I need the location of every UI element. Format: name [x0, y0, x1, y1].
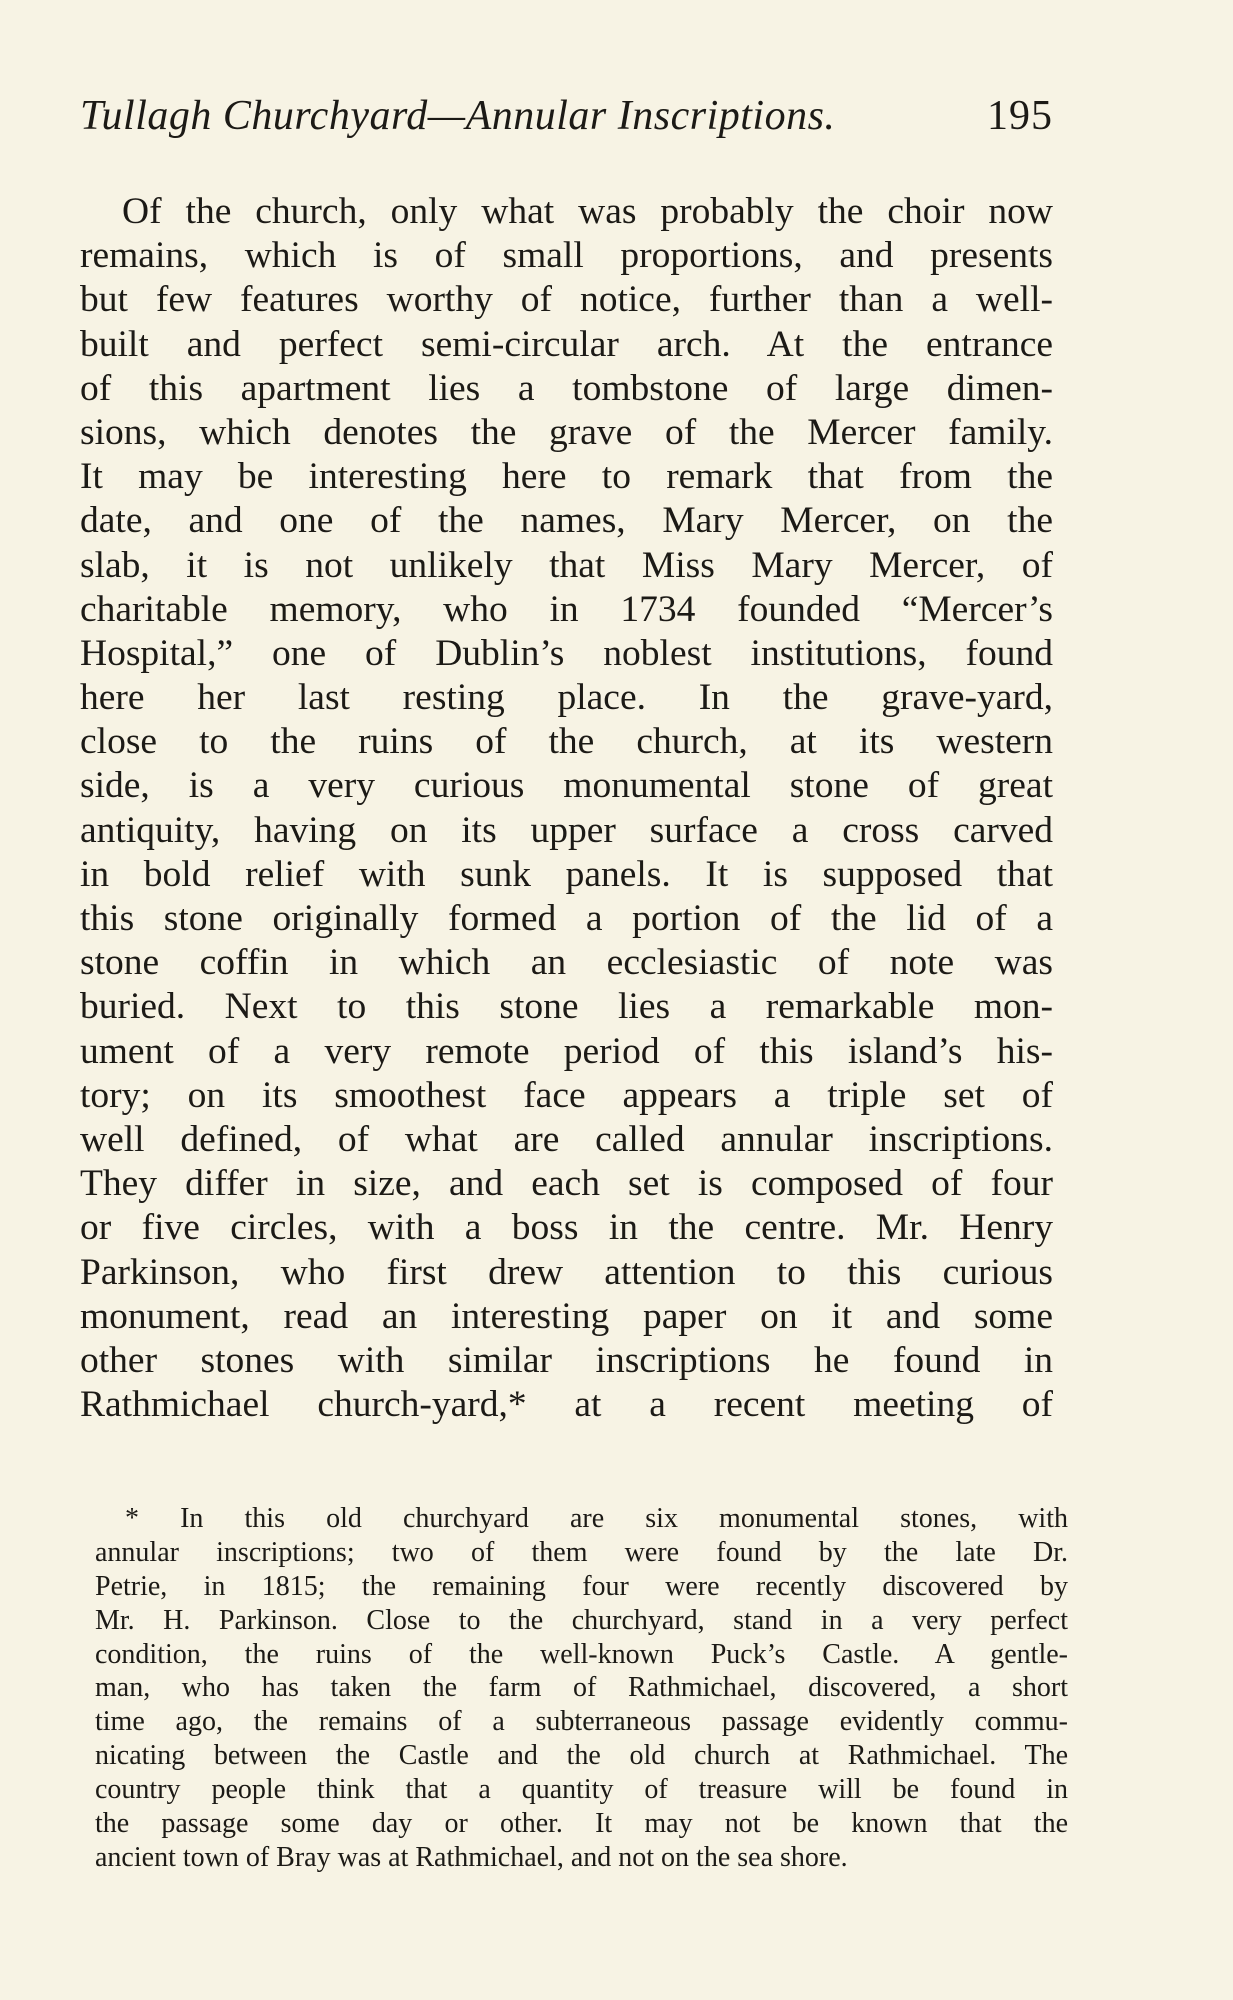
body-line: Hospital,” one of Dublin’s noblest institutions, found	[80, 632, 1053, 674]
footnote-line: country people think that a quantity of treasure will be found in	[95, 1774, 1068, 1806]
body-line: remains, which is of small proportions, and presents	[80, 235, 1053, 277]
body-line: monument, read an interesting paper on it and some	[80, 1295, 1053, 1337]
running-head	[80, 92, 1053, 152]
footnote-line: man, who has taken the farm of Rathmichael, discovered, a short	[95, 1672, 1068, 1704]
body-line: of this apartment lies a tombstone of large dimen-	[80, 367, 1053, 409]
footnote-line: ancient town of Bray was at Rathmichael, and not on the sea shore.	[95, 1841, 848, 1873]
footnote-line: * In this old churchyard are six monumental stones, with	[125, 1503, 1068, 1534]
body-line: Of the church, only what was probably the choir now	[122, 191, 1053, 232]
body-line: but few features worthy of notice, further than a well-	[80, 279, 1053, 321]
body-line: charitable memory, who in 1734 founded “Mercer’s	[80, 588, 1053, 630]
footnote-line: annular inscriptions; two of them were found by the late Dr.	[95, 1536, 1068, 1568]
footnote-line: condition, the ruins of the well-known Puck’s Castle. A gentle-	[95, 1638, 1068, 1670]
body-line: close to the ruins of the church, at its western	[80, 721, 1053, 763]
footnote-line: time ago, the remains of a subterraneous passage evidently commu-	[95, 1706, 1068, 1738]
footnote-line: the passage some day or other. It may not be known that the	[95, 1808, 1068, 1840]
footnote-line: Mr. H. Parkinson. Close to the churchyard, stand in a very perfect	[95, 1604, 1068, 1636]
footnote-line: Petrie, in 1815; the remaining four were recently discovered by	[95, 1570, 1068, 1602]
body-paragraph	[80, 190, 1053, 1427]
footnote	[95, 1502, 1068, 1875]
body-line: in bold relief with sunk panels. It is supposed that	[80, 853, 1053, 895]
body-line: buried. Next to this stone lies a remarkable mon-	[80, 986, 1053, 1028]
body-line: They differ in size, and each set is composed of four	[80, 1163, 1053, 1205]
running-title: Tullagh Churchyard—Annular Inscriptions.	[80, 93, 836, 139]
body-line: this stone originally formed a portion of the lid of a	[80, 898, 1053, 939]
body-line: here her last resting place. In the grave-yard,	[80, 677, 1053, 719]
body-line: antiquity, having on its upper surface a cross carved	[80, 809, 1053, 851]
page-number: 195	[987, 93, 1053, 139]
body-line: Parkinson, who first drew attention to this curious	[80, 1251, 1053, 1293]
body-line: other stones with similar inscriptions he found in	[80, 1339, 1053, 1381]
body-line: well defined, of what are called annular inscriptions.	[80, 1118, 1053, 1160]
footnote-line: nicating between the Castle and the old church at Rathmichael. The	[95, 1740, 1068, 1772]
body-line: stone coffin in which an ecclesiastic of note was	[80, 942, 1053, 984]
body-line: slab, it is not unlikely that Miss Mary Mercer, of	[80, 544, 1053, 586]
body-line: side, is a very curious monumental stone of great	[80, 765, 1053, 807]
body-line: It may be interesting here to remark that from the	[80, 456, 1053, 498]
body-line: date, and one of the names, Mary Mercer, on the	[80, 500, 1053, 542]
body-line: ument of a very remote period of this island’s his-	[80, 1030, 1053, 1072]
body-line: built and perfect semi-circular arch. At the entrance	[80, 323, 1053, 365]
body-line: tory; on its smoothest face appears a triple set of	[80, 1074, 1053, 1116]
body-line: Rathmichael church-yard,* at a recent meeting of	[80, 1384, 1053, 1426]
body-line: sions, which denotes the grave of the Mercer family.	[80, 411, 1053, 453]
body-line: or five circles, with a boss in the centre. Mr. Henry	[80, 1207, 1053, 1249]
